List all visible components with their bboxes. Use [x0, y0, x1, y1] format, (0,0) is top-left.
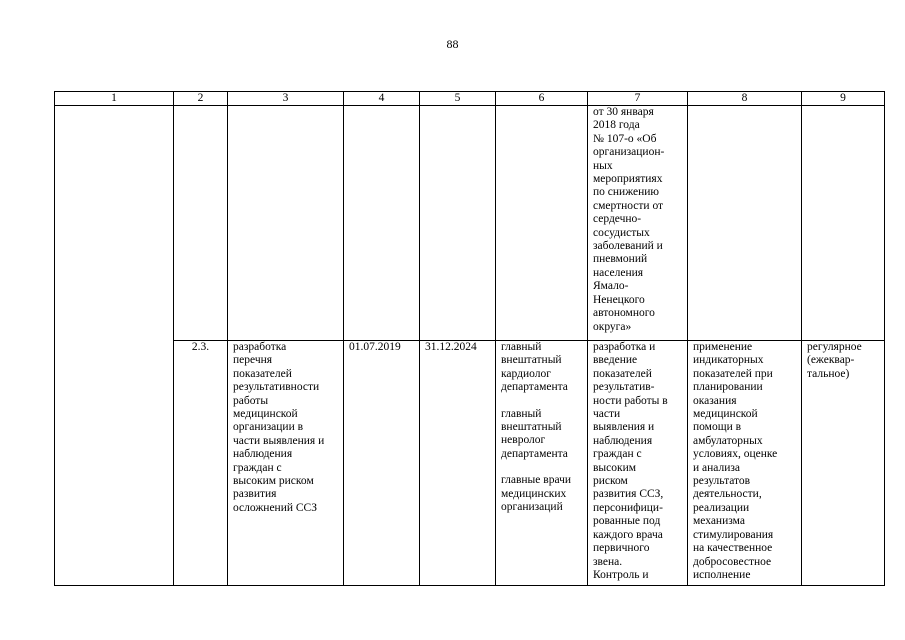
text-line: перечня [233, 354, 273, 367]
responsible-cell [496, 341, 588, 586]
text-line: граждан с [593, 448, 642, 461]
text-line: реализации [693, 501, 750, 514]
text-line: применение [693, 341, 753, 353]
table-cell [344, 106, 420, 341]
text-line: на качественное [693, 542, 773, 555]
table-cell [688, 106, 802, 341]
text-line: помощи в [693, 421, 742, 434]
text-line: кардиолог [501, 367, 551, 380]
text-line: заболеваний и [593, 240, 663, 253]
table-cell [228, 106, 344, 341]
text-line: планировании [693, 381, 763, 394]
column-header: 7 [588, 92, 688, 106]
text-line: Контроль и [593, 568, 649, 581]
text-line: 2018 года [593, 119, 640, 132]
text-line: пневмоний [593, 253, 648, 266]
text-line: риском [593, 475, 628, 488]
start-date-cell: 01.07.2019 [344, 341, 420, 586]
text-line: условиях, оценке [693, 448, 778, 461]
end-date-cell: 31.12.2024 [420, 341, 496, 586]
text-line: высоким риском [233, 475, 314, 488]
activity-cell [228, 341, 344, 586]
text-line: ных [593, 159, 613, 172]
column-header: 5 [420, 92, 496, 106]
responsible-neurologist [501, 408, 582, 462]
text-line: округа» [593, 320, 632, 333]
text-line: главные врачи [501, 474, 572, 487]
text-line: деятельности, [693, 488, 762, 501]
plan-table [54, 91, 885, 586]
table-cell [802, 106, 885, 341]
page-number: 88 [446, 37, 459, 51]
text-line: первичного [593, 542, 650, 555]
text-line: департамента [501, 381, 568, 394]
indicator-cell [688, 341, 802, 586]
text-line: (ежеквар- [807, 354, 855, 367]
text-line: показателей при [693, 367, 773, 380]
text-line: индикаторных [693, 354, 764, 367]
table-cell [420, 106, 496, 341]
text-line: организации в [233, 421, 304, 434]
text-line: разработка и [593, 341, 656, 353]
text-line: развития [233, 488, 277, 501]
text-line: внештатный [501, 421, 562, 434]
legal-reference-cell [588, 106, 688, 341]
text-line: медицинской [233, 408, 298, 421]
text-line: результативности [233, 381, 320, 394]
text-line: от 30 января [593, 106, 654, 118]
text-line: населения [593, 266, 644, 279]
table-cell [55, 106, 174, 586]
column-header: 4 [344, 92, 420, 106]
column-header: 3 [228, 92, 344, 106]
text-line: наблюдения [233, 448, 293, 461]
text-line: внештатный [501, 354, 562, 367]
text-line: медицинских [501, 487, 567, 500]
text-line: автономного [593, 307, 655, 320]
text-line: каждого врача [593, 528, 663, 541]
text-line: и анализа [693, 461, 741, 474]
text-line: сосудистых [593, 226, 650, 239]
text-line: Ямало- [593, 280, 629, 293]
text-line: введение [593, 354, 638, 367]
text-line: медицинской [693, 408, 758, 421]
table-cell [496, 106, 588, 341]
column-header: 8 [688, 92, 802, 106]
text-line: департамента [501, 447, 568, 460]
frequency-cell [802, 341, 885, 586]
responsible-cardiologist [501, 341, 582, 395]
text-line: организацион- [593, 146, 665, 159]
text-line: граждан с [233, 461, 282, 474]
responsible-chief-physicians [501, 474, 582, 514]
header-row [55, 92, 885, 106]
text-line: наблюдения [593, 434, 653, 447]
column-header: 1 [55, 92, 174, 106]
text-line: смертности от [593, 199, 664, 212]
text-line: организаций [501, 501, 563, 514]
text-line: высоким [593, 461, 637, 474]
table-row [55, 106, 885, 341]
column-header: 6 [496, 92, 588, 106]
result-cell [588, 341, 688, 586]
text-line: рованные под [593, 515, 661, 528]
text-line: оказания [693, 394, 737, 407]
text-line: показателей [233, 367, 292, 380]
text-line: осложнений ССЗ [233, 501, 317, 514]
item-number-cell: 2.3. [174, 341, 228, 586]
text-line: работы [233, 394, 269, 407]
text-line: звена. [593, 555, 623, 568]
text-line: механизма [693, 515, 745, 528]
text-line: мероприятиях [593, 173, 663, 186]
text-line: тальное) [807, 367, 850, 380]
text-line: главный [501, 407, 542, 420]
table-row [55, 341, 885, 586]
text-line: разработка [233, 341, 287, 353]
column-header: 2 [174, 92, 228, 106]
text-line: части выявления и [233, 434, 325, 447]
text-line: развития ССЗ, [593, 488, 664, 501]
column-header: 9 [802, 92, 885, 106]
text-line: стимулирования [693, 528, 774, 541]
text-line: сердечно- [593, 213, 642, 226]
table-cell [174, 106, 228, 341]
text-line: невролог [501, 434, 546, 447]
text-line: результатив- [593, 381, 655, 394]
text-line: № 107-о «Об [593, 132, 657, 145]
text-line: показателей [593, 367, 652, 380]
text-line: результатов [693, 475, 751, 488]
text-line: ности работы в [593, 394, 668, 407]
text-line: амбулаторных [693, 434, 763, 447]
text-line: добросовестное [693, 555, 772, 568]
text-line: Ненецкого [593, 293, 645, 306]
text-line: части [593, 408, 621, 421]
text-line: по снижению [593, 186, 659, 199]
text-line: регулярное [807, 341, 862, 353]
text-line: исполнение [693, 568, 751, 581]
text-line: персонифици- [593, 501, 663, 514]
text-line: выявления и [593, 421, 655, 434]
text-line: главный [501, 341, 542, 353]
